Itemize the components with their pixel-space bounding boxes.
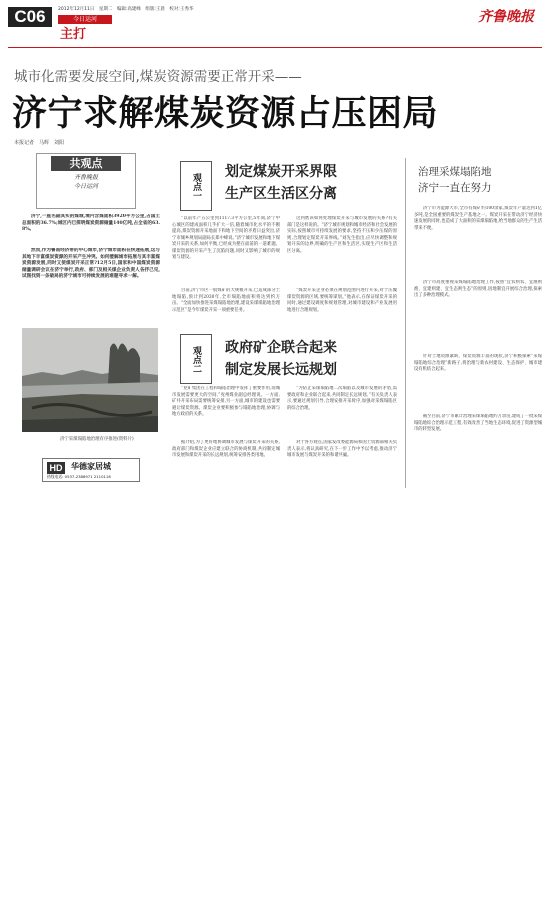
viewpoint-paragraph-2: 然而,作为鲁南经济带的中心城市,济宁城市面积在快速拓展,这与其地下丰富煤炭资源的开采产生冲突。如何缓解城市拓展与其丰富煤炭资源发展,同时又使煤炭开采正常?12月5日,国家和中国煤炭资源储量调研会议在济宁举行,政府、部门及相关煤企业负责人各抒己见,试图找到一条破局的济宁城市可持续发展的难题寻求一解。 xyxy=(22,248,160,280)
advertisement xyxy=(42,458,140,482)
viewpoint-title-text: 共观点 xyxy=(69,157,103,170)
page-number xyxy=(8,7,52,27)
viewpoint-title xyxy=(51,156,121,171)
article2-col1-para2: 据介绍,为了更好地协调城市发展与煤炭开采的关系,政府部门和煤炭企业应建立联合的协商机制,共同制定城市发展和煤炭开采的长远规划,统筹安排各类用地。 xyxy=(172,440,280,458)
section-tag xyxy=(58,15,112,24)
section-tag-text: 今日运河 xyxy=(72,16,97,23)
article2-col2-para1: “为防止采煤塌陷地二次塌陷以及城市发展的矛盾,需要政府和企业联合起来,共同制定长远规划。”有关负责人表示,要通过规划引导,合理安排开采时序,加强对采煤塌陷区的综合治理。 xyxy=(287,386,397,411)
meta-line: 2012年12月11日 星期二 编辑:高建峰 组版:王晨 校对:王秀华 xyxy=(58,7,194,12)
newspaper-logo: 齐鲁晚报 xyxy=(478,9,534,25)
article2-tag-text: 观点二 xyxy=(191,345,201,373)
byline: 本报记者 马辉 刘阳 xyxy=(14,140,65,146)
sidebar-title-line-2: 济宁一直在努力 xyxy=(418,182,492,194)
article1-title-line-2: 生产区生活区分离 xyxy=(225,186,337,202)
sidebar-paragraph-3: 针对土地资源紧缺、煤炭资源丰富的现状,济宁积极探索“采煤塌陷地综合治理”新路子,将治理与新农村建设、生态保护、城市建设有机结合起来。 xyxy=(414,354,542,372)
subsection-title: 主打 xyxy=(60,27,87,42)
photo-illustration xyxy=(22,328,158,432)
article2-title-line-2: 制定发展长远规划 xyxy=(225,362,337,378)
ad-phone: 热线电话: 0537-2388971 2110118 xyxy=(47,474,111,479)
headline-kicker: 城市化需要发展空间,煤炭资源需要正常开采—— xyxy=(14,69,302,85)
viewpoint-paragraph-1: 济宁,一座名副其实的煤城,境内含煤面积3920平方公里,占国土总面积的36.7%;城区内已探明煤炭资源储量140亿吨,占全省的63.8%。 xyxy=(22,214,160,233)
sidebar-paragraph-4: 截至目前,济宁市累计治理采煤塌陷地约万余亩,建成了一批采煤塌陷地综合治理示范工程,有效改善了当地生态环境,促进了资源型城市的转型发展。 xyxy=(414,414,542,432)
sidebar-paragraph-1: 济宁市为能源大市,全市有煤矿约100余家,煤炭年产量达到1亿多吨,是全国重要的煤炭生产基地之一。煤炭开采在带动济宁经济快速发展的同时,也造成了大面积的采煤塌陷地,给当地群众的生产生活带来不便。 xyxy=(414,206,542,231)
article1-tag xyxy=(180,161,212,211)
article1-col1-para2: 目前,济宁市区一般煤矿的大规模开采,已造成部分土地塌陷,预计到2030年,全市塌陷地面积将达到约万亩。“全面加快推进采煤塌陷地治理,建设采煤塌陷地治理示范区”是今年煤炭开采一项重要任务。 xyxy=(172,288,280,313)
article1-col2-para1: 这到底该如何处理煤炭开采与城市发展的关系?有关部门是这样说的。“济宁城市规划和城市经济和社会发展的实际,按照城市可持续发展的要求,坚持不压和少压煤的原则,合理划定煤炭开采界线。”刘先生指出,应尽快调整和规划开采的边界,明确的生产区和生活区,实现生产区和生活区分离。 xyxy=(287,216,397,254)
masthead-rule xyxy=(8,47,542,48)
ad-logo: HD xyxy=(47,462,65,474)
viewpoint-logo-line-1: 齐鲁晚报 xyxy=(73,174,98,181)
article1-title-line-1: 划定煤炭开采界限 xyxy=(225,164,337,180)
sidebar-title-line-1: 治理采煤塌陷地 xyxy=(418,166,492,178)
viewpoint-logo-line-2: 今日运河 xyxy=(73,183,98,190)
article2-col1-para1: “兖矿集团在工程和塌陷治理中发挥了重要作用,而城市发展需要更大的空间,”兖州煤业副总经理说。一方面,矿井开采布局需要统筹安排,另一方面,城市的建设也需要避让煤炭资源。煤炭企业要积极参与塌陷地治理,协调与地方政府的关系。 xyxy=(172,386,280,417)
coal-mine-photo xyxy=(22,328,158,432)
article1-col1-para1: “以前年产五公里到1117.3平方公里,5年间,济宁中心城区的建成面积几乎扩大一倍,随着城市化水平的不断提高,煤炭资源开采地面下和地下空间的矛盾日益突出,济宁市城乡规划局副局长郑中峰说。”济宁城市发展和地下煤炭开采的关系,如何平衡,已经成为摆在面前的一道难题。煤炭资源的开采产生了沉陷问题,同时又影响了城市的规划与建设。 xyxy=(172,216,280,260)
sidebar-paragraph-2: 济宁市高度重视采煤塌陷地治理工作,按照“宜农则农、宜渔则渔、宜建则建、宜生态则生态”的原则,因地制宜开展综合治理,探索出了多种治理模式。 xyxy=(414,280,542,298)
ad-name: 华德家居城 xyxy=(71,462,111,471)
article2-col2-para2: 对于各方观点,国家发改委能源局和国土资源部相关负责人表示,将认真研究,在下一步工作中予以考虑,推动济宁城市发展与煤炭开采的和谐共赢。 xyxy=(287,440,397,458)
sidebar-rule xyxy=(405,158,406,488)
article2-tag xyxy=(180,334,212,384)
photo-caption: 济宁采煤塌陷地治理有序推进(资料片) xyxy=(60,437,134,442)
article2-title-line-1: 政府矿企联合起来 xyxy=(225,340,337,356)
article1-tag-text: 观点一 xyxy=(191,172,201,200)
headline-main: 济宁求解煤炭资源占压困局 xyxy=(12,94,439,134)
viewpoint-box xyxy=(36,153,136,209)
page-number-text: C06 xyxy=(14,7,46,26)
article1-col2-para2: “煤炭开采企业必须在规划范围内进行开采,对于压覆煤炭资源的区域,要统筹谋划。”他表示,在保证煤炭开采的同时,通过建设调度和规划管理,对城市建设和产业发展用地进行合理规划。 xyxy=(287,288,397,313)
